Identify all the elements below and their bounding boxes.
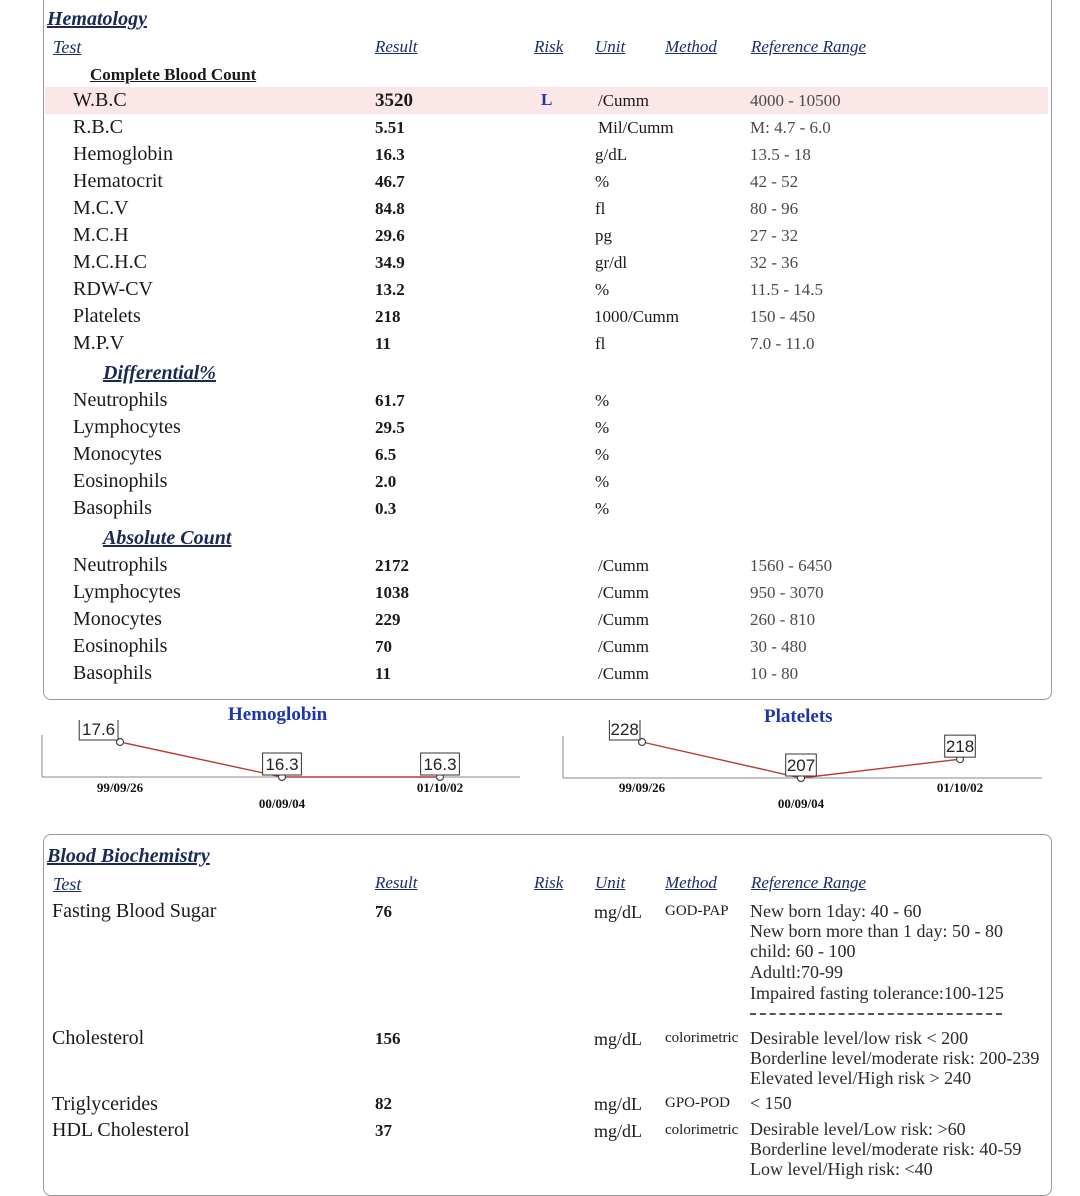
cbc-unit: gr/dl — [595, 253, 628, 272]
abs-name: Monocytes — [73, 608, 162, 630]
bio-unit: mg/dL — [594, 902, 642, 922]
absolute-count-title: Absolute Count — [103, 527, 232, 549]
bio-header-test: Test — [53, 874, 82, 894]
cbc-title: Complete Blood Count — [90, 65, 257, 84]
cbc-name: R.B.C — [73, 116, 124, 138]
bio-name: Cholesterol — [52, 1027, 145, 1049]
diff-unit: % — [595, 445, 610, 464]
bio-ref-line: Elevated level/High risk > 240 — [750, 1068, 972, 1088]
header-result: Result — [375, 37, 418, 56]
cbc-ref: 7.0 - 11.0 — [750, 334, 815, 353]
abs-ref: 260 - 810 — [750, 610, 816, 629]
diff-name: Lymphocytes — [73, 416, 181, 438]
chart-value-label: 218 — [945, 737, 975, 757]
bio-ref-line: New born 1day: 40 - 60 — [750, 901, 922, 921]
trend-charts — [0, 720, 1080, 830]
abs-result: 2172 — [375, 556, 409, 575]
cbc-ref: 80 - 96 — [750, 199, 799, 218]
diff-unit: % — [595, 418, 610, 437]
chart-value-label: 17.6 — [82, 720, 116, 739]
cbc-result: 84.8 — [375, 199, 405, 218]
cbc-unit: fl — [595, 199, 606, 218]
header-unit: Unit — [595, 37, 626, 56]
abs-name: Lymphocytes — [73, 581, 181, 603]
diff-unit: % — [595, 472, 610, 491]
bio-method: GPO-POD — [665, 1095, 731, 1111]
bio-result: 82 — [375, 1094, 392, 1113]
diff-result: 0.3 — [375, 499, 397, 518]
abs-unit: /Cumm — [598, 556, 650, 575]
bio-header-risk: Risk — [534, 873, 564, 892]
chart-value-label: 207 — [786, 756, 816, 775]
biochemistry-title: Blood Biochemistry — [47, 845, 210, 867]
chart-date-label: 01/10/02 — [936, 780, 984, 795]
bio-ref-line: Borderline level/moderate risk: 40-59 — [750, 1139, 1022, 1159]
cbc-name: Hemoglobin — [73, 143, 173, 165]
cbc-result: 11 — [375, 334, 392, 353]
bio-ref-line: Borderline level/moderate risk: 200-239 — [750, 1048, 1040, 1068]
cbc-ref: M: 4.7 - 6.0 — [750, 118, 831, 137]
cbc-ref: 42 - 52 — [750, 172, 799, 191]
abs-result: 229 — [375, 610, 401, 629]
abs-ref: 1560 - 6450 — [750, 556, 833, 575]
chart-date-label: 01/10/02 — [416, 780, 464, 795]
abs-ref: 30 - 480 — [750, 637, 807, 656]
bio-header-result: Result — [375, 873, 418, 892]
abs-ref: 950 - 3070 — [750, 583, 824, 602]
cbc-name: RDW-CV — [73, 278, 153, 300]
cbc-name: M.C.H.C — [73, 251, 147, 273]
cbc-ref: 150 - 450 — [750, 307, 816, 326]
chart-date-label: 00/09/04 — [258, 796, 306, 811]
bio-header-reference: Reference Range — [751, 873, 866, 892]
cbc-name: Hematocrit — [73, 170, 163, 192]
cbc-result: 5.51 — [375, 118, 405, 137]
bio-name: HDL Cholesterol — [52, 1119, 190, 1141]
diff-name: Eosinophils — [73, 470, 168, 492]
bio-ref-line: child: 60 - 100 — [750, 941, 856, 961]
cbc-result: 46.7 — [375, 172, 405, 191]
abs-result: 1038 — [375, 583, 409, 602]
header-method: Method — [665, 37, 717, 56]
cbc-unit: fl — [595, 334, 606, 353]
cbc-unit: Mil/Cumm — [598, 118, 674, 137]
bio-ref-line: < 150 — [750, 1093, 792, 1113]
cbc-ref: 11.5 - 14.5 — [750, 280, 824, 299]
diff-name: Basophils — [73, 497, 152, 519]
abs-unit: /Cumm — [598, 664, 650, 683]
bio-ref-line: Adultl:70-99 — [750, 962, 843, 982]
cbc-unit: /Cumm — [598, 91, 650, 110]
cbc-result: 29.6 — [375, 226, 405, 245]
bio-unit: mg/dL — [594, 1094, 642, 1114]
cbc-ref: 32 - 36 — [750, 253, 799, 272]
bio-method: colorimetric — [665, 1030, 739, 1046]
diff-name: Neutrophils — [73, 389, 168, 411]
bio-header-method: Method — [665, 873, 717, 892]
cbc-result: 218 — [375, 307, 401, 326]
bio-method: GOD-PAP — [665, 903, 729, 919]
bio-ref-line: Impaired fasting tolerance:100-125 — [750, 983, 1004, 1003]
bio-result: 76 — [375, 902, 392, 921]
abs-unit: /Cumm — [598, 583, 650, 602]
bio-name: Fasting Blood Sugar — [52, 900, 217, 922]
cbc-result: 16.3 — [375, 145, 405, 164]
diff-unit: % — [595, 391, 610, 410]
diff-result: 6.5 — [375, 445, 397, 464]
bio-result: 156 — [375, 1029, 401, 1048]
cbc-name: M.C.H — [73, 224, 129, 246]
diff-result: 29.5 — [375, 418, 405, 437]
diff-name: Monocytes — [73, 443, 162, 465]
chart-date-label: 00/09/04 — [777, 796, 825, 811]
cbc-result: 3520 — [375, 90, 413, 111]
header-risk: Risk — [534, 37, 564, 56]
abs-name: Basophils — [73, 662, 152, 684]
differential-title: Differential% — [103, 362, 216, 384]
abs-result: 11 — [375, 664, 392, 683]
chart-date-label: 99/09/26 — [96, 780, 144, 795]
abs-unit: /Cumm — [598, 637, 650, 656]
header-reference: Reference Range — [751, 37, 866, 56]
abs-unit: /Cumm — [598, 610, 650, 629]
bio-ref-line: Low level/High risk: <40 — [750, 1159, 933, 1179]
cbc-unit: pg — [595, 226, 612, 245]
bio-result: 37 — [375, 1121, 392, 1140]
chart-value-label: 16.3 — [423, 755, 457, 774]
abs-result: 70 — [375, 637, 392, 656]
bio-ref-line: Desirable level/low risk < 200 — [750, 1028, 969, 1048]
cbc-ref: 4000 - 10500 — [750, 91, 841, 110]
cbc-result: 13.2 — [375, 280, 405, 299]
bio-name: Triglycerides — [52, 1093, 158, 1115]
chart-value-label: 228 — [610, 720, 639, 739]
ref-divider — [750, 1013, 1002, 1015]
diff-result: 61.7 — [375, 391, 405, 410]
abs-name: Neutrophils — [73, 554, 168, 576]
chart-date-label: 99/09/26 — [618, 780, 666, 795]
cbc-ref: 27 - 32 — [750, 226, 799, 245]
hematology-title: Hematology — [47, 8, 147, 30]
cbc-name: Platelets — [73, 305, 141, 327]
cbc-unit: % — [595, 280, 610, 299]
cbc-unit: g/dL — [595, 145, 628, 164]
bio-header-unit: Unit — [595, 873, 626, 892]
platelets-chart-title: Platelets — [764, 706, 833, 727]
bio-method: colorimetric — [665, 1122, 739, 1138]
cbc-name: M.C.V — [73, 197, 129, 219]
diff-unit: % — [595, 499, 610, 518]
bio-unit: mg/dL — [594, 1029, 642, 1049]
cbc-risk: L — [541, 90, 553, 109]
hemoglobin-chart-title: Hemoglobin — [228, 704, 328, 725]
cbc-unit: 1000/Cumm — [594, 307, 680, 326]
cbc-unit: % — [595, 172, 610, 191]
bio-ref-line: New born more than 1 day: 50 - 80 — [750, 921, 1003, 941]
cbc-ref: 13.5 - 18 — [750, 145, 811, 164]
abs-ref: 10 - 80 — [750, 664, 799, 683]
cbc-result: 34.9 — [375, 253, 405, 272]
bio-unit: mg/dL — [594, 1121, 642, 1141]
header-test: Test — [53, 37, 82, 57]
cbc-name: W.B.C — [73, 89, 127, 111]
bio-ref-line: Desirable level/Low risk: >60 — [750, 1119, 966, 1139]
chart-value-label: 16.3 — [265, 755, 299, 774]
diff-result: 2.0 — [375, 472, 397, 491]
cbc-name: M.P.V — [73, 332, 125, 354]
abs-name: Eosinophils — [73, 635, 168, 657]
